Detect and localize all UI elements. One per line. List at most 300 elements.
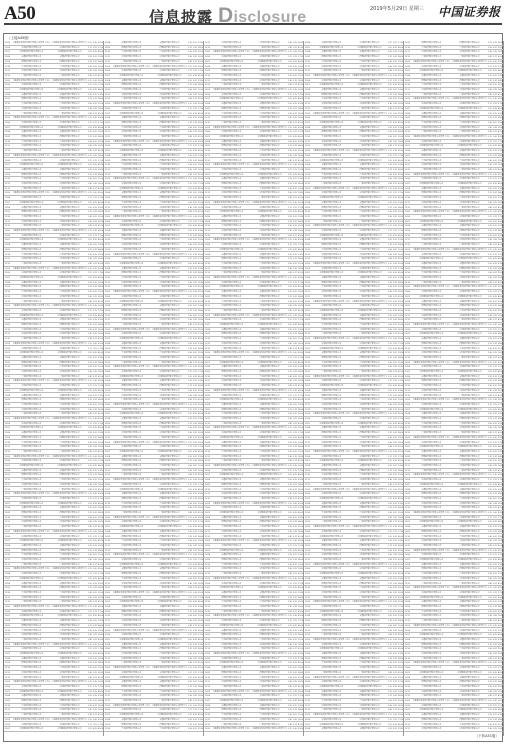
table-cell: 1206 [204,657,211,662]
table-cell: 1208 [104,79,111,84]
table-cell: 广发银行股份有限公司 [212,309,251,314]
table-cell: 1207 [304,83,311,88]
table-cell: 29.0 [98,177,103,182]
table-cell: 4.1 [93,140,97,145]
table-cell: 2.8 [388,408,392,413]
table-cell: 5.7 [293,271,297,276]
table-cell: 中信银行股份有限公司 [12,370,51,375]
table-cell: 1205 [204,652,211,657]
table-cell: 5.7 [93,112,97,117]
table-cell: 中国建设银行股份有限公司 [312,459,351,464]
table-row [204,727,303,732]
table-cell: 45.0 [498,558,503,563]
table-cell: 5.7 [393,144,397,149]
table-cell: 中信银行股份有限公司 [452,126,488,131]
table-cell: 中国建设银行股份有限公司 [212,473,251,478]
table-cell: 2.3 [288,140,292,145]
table-cell: 59.0 [398,300,403,305]
table-cell: 2.8 [388,332,392,337]
table-cell: 2.8 [388,257,392,262]
table-cell: 16.5 [198,55,203,60]
table-cell: 29.0 [198,276,203,281]
table-cell: 招商银行股份有限公司 [212,257,251,262]
table-cell: 交通银行股份有限公司 [252,253,288,258]
table-cell: 38.0 [498,229,503,234]
table-cell: 广发银行股份有限公司 [12,412,51,417]
table-cell: 1205 [404,173,411,178]
table-cell: 广发银行股份有限公司 [312,596,351,601]
table-cell: 45.0 [398,572,403,577]
table-cell: 广发银行股份有限公司 [12,676,51,681]
table-cell: 1.4 [488,426,492,431]
table-cell: 1.9 [188,196,192,201]
table-cell: 1205 [304,450,311,455]
table-cell: 23.5 [498,600,503,605]
table-cell: 2.6 [88,65,92,70]
table-cell: 29.0 [498,497,503,502]
table-cell: 1210 [404,309,411,314]
table-cell: 1209 [104,196,111,201]
table-cell: 中国银行股份有限公司 [352,154,388,159]
table-cell: 1207 [104,450,111,455]
table-cell: 中国银行股份有限公司 [412,441,451,446]
table-cell: 广发银行股份有限公司 [12,74,51,79]
table-cell: 23.5 [498,450,503,455]
table-cell: 29.0 [498,610,503,615]
table-cell: 1205 [4,191,11,196]
table-cell: 广发银行股份有限公司 [152,323,188,328]
table-cell: 1207 [4,201,11,206]
table-cell: 17.0 [398,41,403,46]
table-cell: 3.7 [293,619,297,624]
table-cell: 中国银行股份有限公司 [152,483,188,488]
table-cell: 1209 [4,173,11,178]
table-cell: 3.9 [393,403,397,408]
table-cell: 交通银行股份有限公司 [212,704,251,709]
table-cell: 3.7 [293,694,297,699]
table-cell: 中国银行股份有限公司 [12,647,51,652]
table-cell: 41.0 [298,83,303,88]
table-cell: 23.5 [198,417,203,422]
table-cell: 中国银行股份有限公司 [352,41,388,46]
table-cell: 中国银行股份有限公司 [252,394,288,399]
table-cell: 1.4 [288,680,292,685]
table-cell: 1.4 [488,163,492,168]
table-cell: 交通银行股份有限公司 [252,666,288,671]
table-cell: 1209 [204,671,211,676]
table-cell: 中国银行股份有限公司 [112,182,151,187]
table-cell: 广发银行股份有限公司 [312,182,351,187]
table-cell: 2.6 [488,347,492,352]
table-cell: 5.2 [493,605,497,610]
table-cell: 2.8 [288,159,292,164]
table-cell: 中国银行股份有限公司 [452,253,488,258]
table-cell: 中国建设银行股份有限公司 [52,539,88,544]
table-cell: 1.9 [88,97,92,102]
table-cell: 45.0 [198,375,203,380]
table-cell: 29.0 [98,290,103,295]
table-cell: 1210 [104,88,111,93]
table-cell: 1205 [104,403,111,408]
table-cell: 广发银行股份有限公司 [352,445,388,450]
table-cell: 5.7 [493,394,497,399]
table-cell: 交通银行股份有限公司 [212,253,251,258]
table-cell: 23.5 [198,154,203,159]
table-cell: 2.8 [288,535,292,540]
table-cell: 交通银行股份有限公司 [12,130,51,135]
table-cell: 41.0 [398,332,403,337]
table-column [4,41,104,736]
table-cell: 1.1 [188,408,192,413]
table-cell: 5.2 [293,107,297,112]
table-cell: 中国银行股份有限公司 [212,469,251,474]
table-cell: 广发银行股份有限公司 [212,459,251,464]
table-cell: 1205 [404,210,411,215]
table-cell: 5.7 [493,582,497,587]
table-cell: 3.1 [388,347,392,352]
table-cell: 兴业银行股份有限公司 [152,351,188,356]
table-cell: 1.4 [288,154,292,159]
table-cell: 1212 [304,370,311,375]
table-cell: 16.5 [298,154,303,159]
table-cell: 上海浦东发展银行股份有限公司信用卡中心 [212,464,251,469]
table-cell: 5.2 [193,271,197,276]
table-cell: 38.0 [498,417,503,422]
table-cell: 1.4 [388,629,392,634]
table-cell: 5.2 [293,596,297,601]
table-cell: 2.1 [288,50,292,55]
table-cell: 中信银行股份有限公司 [152,657,188,662]
table-cell: 1.4 [388,140,392,145]
table-cell: 23.5 [298,704,303,709]
table-cell: 中国建设银行股份有限公司 [252,699,288,704]
table-cell: 5.5 [193,140,197,145]
table-cell: 广发银行股份有限公司 [312,520,351,525]
table-cell: 上海浦东发展银行股份有限公司信用卡中心 [312,262,351,267]
table-cell: 3.7 [393,116,397,121]
table-cell: 1.1 [88,271,92,276]
table-cell: 1207 [4,238,11,243]
table-cell: 23.5 [198,379,203,384]
table-cell: 上海浦东发展银行股份有限公司信用卡中心 [52,455,88,460]
table-cell: 2.6 [88,253,92,258]
table-cell: 1207 [404,295,411,300]
table-cell: 2.6 [188,314,192,319]
table-cell: 中信银行股份有限公司 [252,492,288,497]
table-cell: 中信银行股份有限公司 [252,267,288,272]
table-cell: 1210 [304,511,311,516]
table-cell: 23.5 [98,206,103,211]
table-cell: 中国银行股份有限公司 [352,567,388,572]
table-cell: 23.5 [398,426,403,431]
table-cell: 6.1 [493,375,497,380]
table-cell: 2.3 [188,718,192,723]
table-cell: 中信银行股份有限公司 [152,243,188,248]
table-cell: 16.5 [98,671,103,676]
table-cell: 兴业银行股份有限公司 [52,328,88,333]
table-cell: 上海浦东发展银行股份有限公司信用卡中心 [152,328,188,333]
table-cell: 29.0 [498,459,503,464]
table-cell: 1207 [104,676,111,681]
table-cell: 1209 [4,436,11,441]
table-cell: 1206 [404,65,411,70]
table-cell: 招商银行股份有限公司 [112,271,151,276]
table-cell: 2.6 [188,389,192,394]
table-cell: 4.1 [293,676,297,681]
table-cell: 5.5 [293,614,297,619]
table-cell: 3.1 [488,408,492,413]
table-cell: 4.9 [193,262,197,267]
table-cell: 中信银行股份有限公司 [212,567,251,572]
table-cell: 上海浦东发展银行股份有限公司信用卡中心 [252,464,288,469]
table-cell: 1209 [4,361,11,366]
table-cell: 中国银行股份有限公司 [52,685,88,690]
table-cell: 5.2 [293,633,297,638]
table-cell: 4.1 [93,290,97,295]
table-cell: 广发银行股份有限公司 [52,563,88,568]
table-cell: 1205 [404,511,411,516]
table-cell: 38.0 [98,398,103,403]
table-cell: 1209 [304,243,311,248]
table-cell: 1207 [204,473,211,478]
table-cell: 中国建设银行股份有限公司 [152,187,188,192]
table-cell: 兴业银行股份有限公司 [412,271,451,276]
table-cell: 38.0 [398,93,403,98]
table-cell: 41.0 [298,309,303,314]
table-cell: 1211 [104,506,111,511]
table-cell: 2.3 [88,243,92,248]
table-cell: 1211 [404,502,411,507]
table-cell: 2.8 [88,713,92,718]
table-cell: 6.1 [193,379,197,384]
table-cell: 1208 [104,643,111,648]
table-cell: 4.9 [393,159,397,164]
table-cell: 中国建设银行股份有限公司 [12,727,51,732]
table-cell: 兴业银行股份有限公司 [352,549,388,554]
table-cell: 16.5 [398,290,403,295]
table-cell: 1.1 [488,215,492,220]
table-cell: 23.5 [298,478,303,483]
table-cell: 3.9 [493,539,497,544]
table-cell: 中国建设银行股份有限公司 [252,173,288,178]
table-cell: 38.0 [398,318,403,323]
table-cell: 41.0 [398,257,403,262]
table-cell: 招商银行股份有限公司 [52,699,88,704]
table-cell: 17.0 [98,271,103,276]
table-cell: 41.0 [98,337,103,342]
table-cell: 2.3 [88,506,92,511]
table-cell: 中国建设银行股份有限公司 [152,412,188,417]
table-cell: 1.1 [288,657,292,662]
table-cell: 1.1 [188,708,192,713]
table-cell: 4.9 [393,46,397,51]
table-cell: 中国建设银行股份有限公司 [452,370,488,375]
table-cell: 1.9 [188,422,192,427]
table-cell: 招商银行股份有限公司 [112,384,151,389]
table-cell: 6.1 [193,718,197,723]
table-cell: 38.0 [98,436,103,441]
table-cell: 广发银行股份有限公司 [352,671,388,676]
table-cell: 41.0 [298,572,303,577]
table-cell: 上海浦东发展银行股份有限公司信用卡中心 [12,530,51,535]
table-cell: 4.1 [493,422,497,427]
table-cell: 招商银行股份有限公司 [112,196,151,201]
table-cell: 招商银行股份有限公司 [212,483,251,488]
table-cell: 41.0 [398,408,403,413]
table-cell: 5.5 [393,375,397,380]
table-cell: 16.5 [298,229,303,234]
table-cell: 16.5 [398,140,403,145]
table-cell: 1211 [304,629,311,634]
table-cell: 29.0 [398,285,403,290]
table-cell: 38.0 [398,657,403,662]
table-cell: 交通银行股份有限公司 [212,177,251,182]
table-cell: 上海浦东发展银行股份有限公司信用卡中心 [352,300,388,305]
table-cell: 5.7 [93,525,97,530]
table-cell: 上海浦东发展银行股份有限公司信用卡中心 [352,375,388,380]
table-cell: 交通银行股份有限公司 [352,126,388,131]
table-cell: 2.8 [188,398,192,403]
table-cell: 1.4 [388,177,392,182]
table-cell: 招商银行股份有限公司 [212,633,251,638]
table-cell: 1208 [4,93,11,98]
table-cell: 5.2 [93,586,97,591]
table-cell: 16.5 [498,163,503,168]
table-cell: 29.0 [398,586,403,591]
table-cell: 5.7 [193,511,197,516]
table-cell: 1205 [404,549,411,554]
table-cell: 交通银行股份有限公司 [52,394,88,399]
table-cell: 45.0 [298,135,303,140]
table-cell: 17.0 [198,69,203,74]
table-cell: 中国银行股份有限公司 [212,356,251,361]
table-cell: 1205 [104,65,111,70]
table-cell: 中国银行股份有限公司 [412,177,451,182]
table-cell: 1205 [204,577,211,582]
table-cell: 3.9 [193,506,197,511]
table-cell: 中国银行股份有限公司 [352,229,388,234]
table-cell: 5.7 [93,375,97,380]
table-cell: 广发银行股份有限公司 [352,520,388,525]
table-cell: 中国银行股份有限公司 [152,408,188,413]
table-cell: 2.6 [388,699,392,704]
table-cell: 5.7 [293,121,297,126]
table-cell: 45.0 [98,614,103,619]
table-cell: 上海浦东发展银行股份有限公司信用卡中心 [12,191,51,196]
table-cell: 5.7 [393,520,397,525]
table-cell: 23.5 [98,431,103,436]
table-cell: 5.2 [493,379,497,384]
table-cell: 2.3 [288,553,292,558]
table-cell: 3.1 [388,572,392,577]
table-cell: 16.5 [198,243,203,248]
table-cell: 交通银行股份有限公司 [112,154,151,159]
table-cell: 中信银行股份有限公司 [452,426,488,431]
table-cell: 交通银行股份有限公司 [452,600,488,605]
table-cell: 1.9 [288,144,292,149]
table-cell: 中国建设银行股份有限公司 [252,624,288,629]
table-cell: 23.5 [298,441,303,446]
table-cell: 2.6 [88,441,92,446]
table-cell: 交通银行股份有限公司 [152,567,188,572]
table-cell: 4.9 [293,549,297,554]
table-cell: 41.0 [398,633,403,638]
table-cell: 2.6 [88,516,92,521]
table-cell: 中国建设银行股份有限公司 [212,511,251,516]
table-cell: 41.0 [298,121,303,126]
table-cell: 上海浦东发展银行股份有限公司信用卡中心 [12,643,51,648]
table-cell: 中国银行股份有限公司 [312,79,351,84]
table-cell: 1208 [404,74,411,79]
table-cell: 6.1 [93,544,97,549]
table-cell: 23.5 [298,629,303,634]
table-cell: 1206 [204,582,211,587]
table-cell: 59.0 [198,140,203,145]
table-cell: 上海浦东发展银行股份有限公司信用卡中心 [312,600,351,605]
table-cell: 招商银行股份有限公司 [112,723,151,728]
table-cell: 中国银行股份有限公司 [312,229,351,234]
table-cell: 1205 [304,262,311,267]
table-cell: 1.9 [88,436,92,441]
table-cell: 23.5 [498,412,503,417]
table-cell: 2.1 [488,323,492,328]
table-cell: 中信银行股份有限公司 [252,718,288,723]
table-cell: 5.5 [293,389,297,394]
table-cell: 45.0 [498,370,503,375]
table-cell: 1.9 [88,511,92,516]
table-cell: 中国银行股份有限公司 [452,102,488,107]
table-cell: 1210 [304,661,311,666]
table-cell: 广发银行股份有限公司 [252,497,288,502]
table-cell: 1210 [404,535,411,540]
table-cell: 59.0 [398,187,403,192]
table-cell: 6.1 [393,464,397,469]
table-cell: 中国银行股份有限公司 [252,55,288,60]
table-cell: 2.3 [388,464,392,469]
table-cell: 29.0 [298,488,303,493]
table-cell: 1208 [304,614,311,619]
table-cell: 招商银行股份有限公司 [112,610,151,615]
table-cell: 29.0 [298,450,303,455]
table-cell: 1206 [4,83,11,88]
table-cell: 兴业银行股份有限公司 [312,511,351,516]
table-cell: 59.0 [398,450,403,455]
table-cell: 广发银行股份有限公司 [52,713,88,718]
table-cell: 4.9 [393,535,397,540]
table-cell: 中信银行股份有限公司 [252,79,288,84]
table-cell: 兴业银行股份有限公司 [412,497,451,502]
table-cell: 中国银行股份有限公司 [212,394,251,399]
table-cell: 交通银行股份有限公司 [152,304,188,309]
table-cell: 2.1 [288,464,292,469]
table-cell: 1210 [204,262,211,267]
table-cell: 1.4 [388,516,392,521]
table-cell: 1211 [204,718,211,723]
table-cell: 1211 [4,295,11,300]
table-cell: 4.1 [293,187,297,192]
table-cell: 兴业银行股份有限公司 [52,102,88,107]
table-cell: 3.1 [188,450,192,455]
table-cell: 45.0 [198,488,203,493]
table-cell: 1207 [4,426,11,431]
table-cell: 1205 [104,365,111,370]
table-cell: 广发银行股份有限公司 [212,121,251,126]
table-cell: 41.0 [198,173,203,178]
table-cell: 5.7 [493,318,497,323]
table-cell: 5.2 [93,135,97,140]
table-cell: 1210 [4,290,11,295]
table-cell: 4.9 [193,676,197,681]
